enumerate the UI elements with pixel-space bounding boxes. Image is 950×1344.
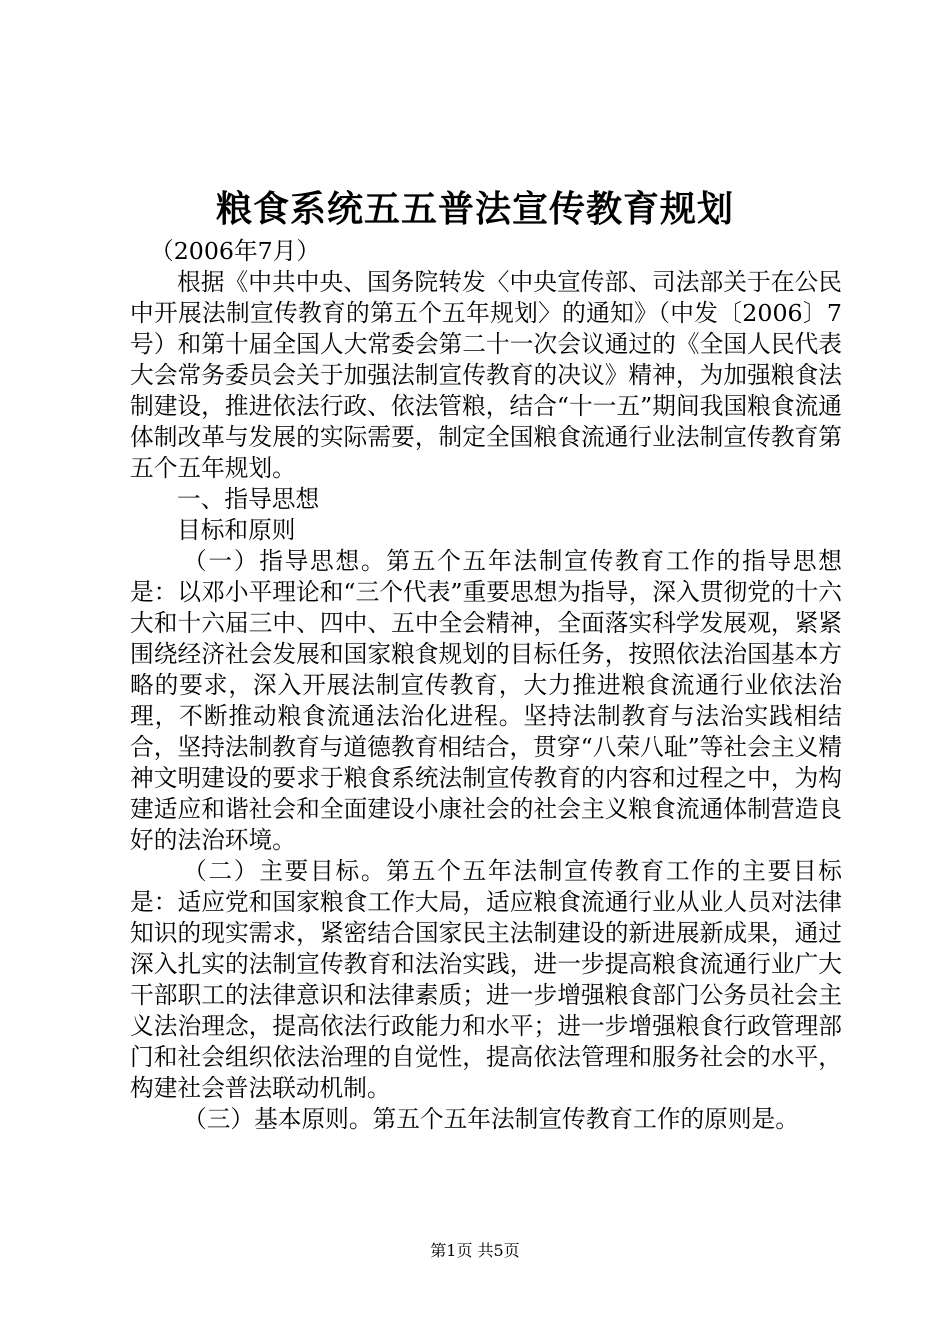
intro-paragraph: 根据《中共中央、国务院转发〈中央宣传部、司法部关于在公民中开展法制宣传教育的第五个五年规划〉的通知》（中发〔2006〕7号）和第十届全国人大常委会第二十一次会议通过的《全国人民代表大会常务委员会关于加强法制宣传教育的决议》精神，为加强粮食法制建设，推进依法行政、依法管粮，结合“十一五”期间我国粮食流通体制改革与发展的实际需要，制定全国粮食流通行业法制宣传教育第五个五年规划。 [130, 268, 842, 482]
document-title: 粮食系统五五普法宣传教育规划 [215, 189, 734, 230]
date-line: （2006年7月） [150, 237, 321, 265]
guiding-thought-paragraph: （一）指导思想。第五个五年法制宣传教育工作的指导思想是：以邓小平理论和“三个代表”重要思想为指导，深入贯彻党的十六大和十六届三中、四中、五中全会精神，全面落实科学发展观，紧紧围绕经济社会发展和国家粮食规划的目标任务，按照依法治国基本方略的要求，深入开展法制宣传教育，大力推进粮食流通行业依法治理，不断推动粮食流通法治化进程。坚持法制教育与法治实践相结合，坚持法制教育与道德教育相结合，贯穿“八荣八耻”等社会主义精神文明建设的要求于粮食系统法制宣传教育的内容和过程之中，为构建适应和谐社会和全面建设小康社会的社会主义粮食流通体制营造良好的法治环境。 [130, 547, 842, 854]
basic-principles-paragraph: （三）基本原则。第五个五年法制宣传教育工作的原则是。 [183, 1105, 799, 1133]
page-footer: 第1页 共5页 [430, 1241, 520, 1260]
section-heading: 一、指导思想 [177, 485, 320, 513]
section-subheading: 目标和原则 [177, 516, 296, 544]
document-body [130, 236, 842, 1135]
main-goals-paragraph: （二）主要目标。第五个五年法制宣传教育工作的主要目标是：适应党和国家粮食工作大局，适应粮食流通行业从业人员对法律知识的现实需求，紧密结合国家民主法制建设的新进展新成果，通过深入扎实的法制宣传教育和法治实践，进一步提高粮食流通行业广大干部职工的法律意识和法律素质；进一步增强粮食部门公务员社会主义法治理念，提高依法行政能力和水平；进一步增强粮食行政管理部门和社会组织依法治理的自觉性，提高依法管理和服务社会的水平，构建社会普法联动机制。 [130, 857, 842, 1102]
